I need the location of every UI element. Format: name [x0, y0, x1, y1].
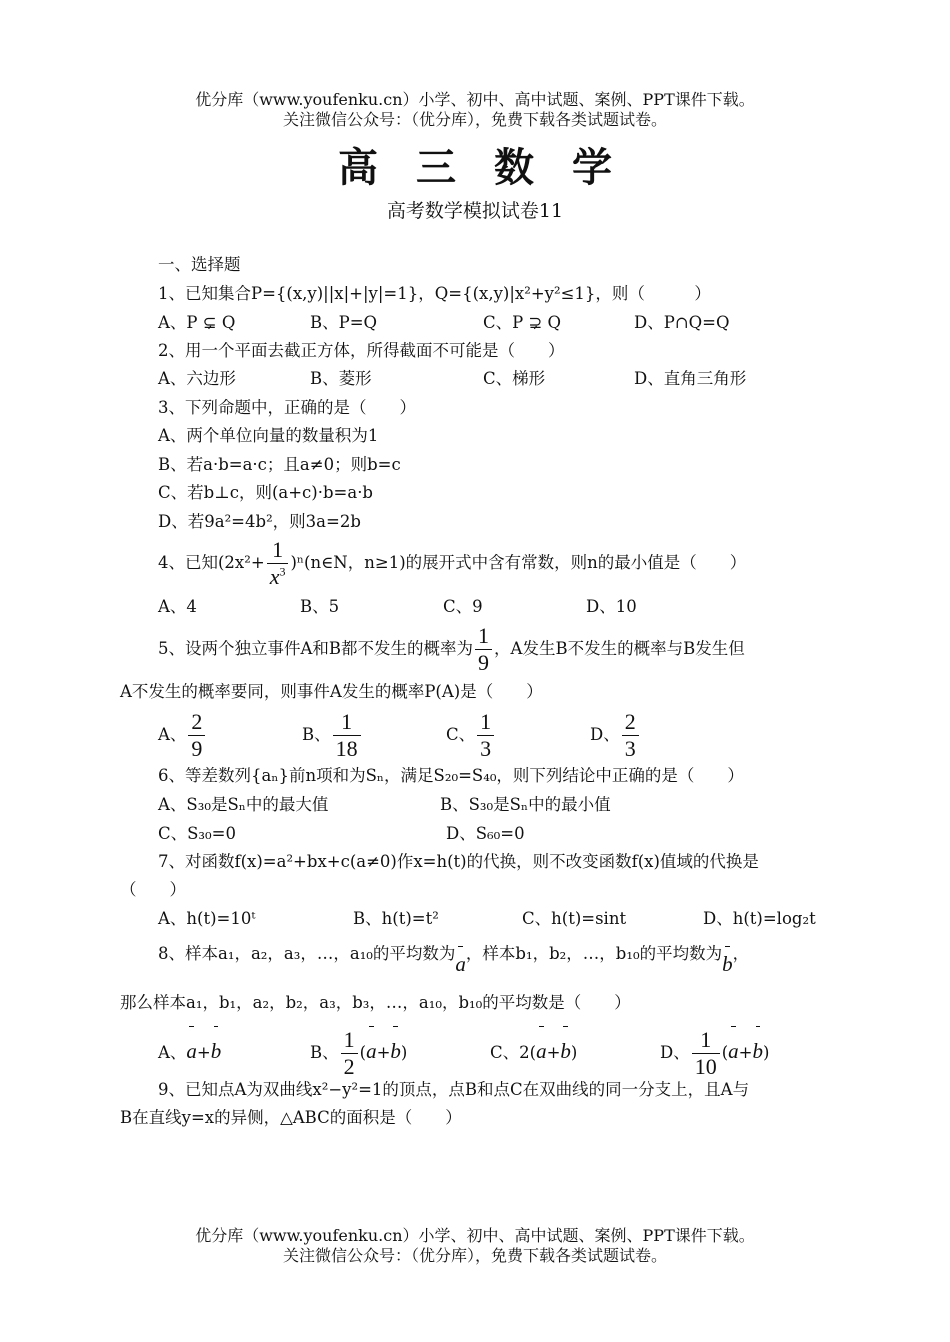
q3-option-d: D、若9a²=4b²，则3a=2b [158, 512, 361, 531]
q5-option-c: C、 $\frac{1}{3}$ [446, 708, 496, 762]
q3-option-b: B、若a·b=a·c；且a≠0；则b=c [158, 455, 401, 474]
q3-option-c: C、若b⊥c，则(a+c)·b=a·b [158, 483, 373, 502]
q6-option-a: A、S₃₀是Sₙ中的最大值 [158, 795, 329, 814]
q8-option-c: C、2(a+b) [490, 1020, 577, 1080]
footer-line-2: 关注微信公众号：（优分库），免费下载各类试题试卷。 [282, 1246, 667, 1265]
section-heading: 一、选择题 [158, 255, 241, 274]
q5-option-d: D、 $\frac{2}{3}$ [590, 708, 641, 762]
q8-option-d: D、 $\frac{1}{10}$ (a+b) [660, 1020, 769, 1080]
q1-option-c: C、P ⊋ Q [483, 313, 562, 332]
question-6-stem: 6、等差数列{aₙ}前n项和为Sₙ，满足S₂₀=S₄₀，则下列结论中正确的是（ ） [158, 766, 744, 785]
q1-option-d: D、P∩Q=Q [634, 313, 730, 332]
footer-line-1: 优分库（www.youfenku.cn）小学、初中、高中试题、案例、PPT课件下载。 [195, 1226, 755, 1245]
q3-option-a: A、两个单位向量的数量积为1 [158, 426, 379, 445]
q5-frac-num: 1 [475, 623, 492, 650]
q6-option-d: D、S₆₀=0 [446, 824, 525, 843]
q4-fraction [267, 537, 289, 590]
question-8-line-2: 那么样本a₁，b₁，a₂，b₂，a₃，b₃，…，a₁₀，b₁₀的平均数是（ ） [120, 993, 631, 1012]
question-7-stem: 7、对函数f(x)=a²+bx+c(a≠0)作x=h(t)的代换，则不改变函数f(x)值域的代换是 [158, 852, 759, 871]
question-2-stem: 2、用一个平面去截正方体，所得截面不可能是（ ） [158, 341, 565, 360]
q8-bbar: b [722, 940, 733, 984]
q5-fraction [475, 623, 492, 676]
header-line-1: 优分库（www.youfenku.cn）小学、初中、高中试题、案例、PPT课件下载。 [195, 90, 755, 109]
question-8-stem [158, 934, 749, 984]
q2-option-c: C、梯形 [483, 369, 546, 388]
q7-option-c: C、h(t)=sint [522, 909, 627, 928]
question-1-stem: 1、已知集合P={(x,y)||x|+|y|=1}，Q={(x,y)|x²+y²≤1}，则（ ） [158, 284, 711, 303]
q7-option-a: A、h(t)=10ᵗ [158, 909, 256, 928]
question-5-stem [158, 622, 745, 676]
page-header [0, 90, 950, 130]
q2-option-d: D、直角三角形 [634, 369, 747, 388]
q8-option-b: B、 $\frac{1}{2}$ (a+b) [310, 1020, 407, 1080]
q5-option-a: A、 $\frac{2}{9}$ [158, 708, 207, 762]
q7-option-b: B、h(t)=t² [353, 909, 439, 928]
q8-option-a: A、a+b [158, 1020, 221, 1080]
q4-frac-den: $x^3$ [269, 564, 286, 589]
q5-frac-den: 9 [478, 650, 490, 675]
q2-option-b: B、菱形 [310, 369, 372, 388]
q5-option-b: B、 $\frac{1}{18}$ [302, 708, 363, 762]
q4-option-b: B、5 [300, 597, 340, 616]
question-5-line-2: A不发生的概率要同，则事件A发生的概率P(A)是（ ） [120, 682, 543, 701]
question-4-stem [158, 536, 746, 590]
q6-option-c: C、S₃₀=0 [158, 824, 236, 843]
question-7-line-2: （ ） [120, 880, 186, 899]
question-3-stem: 3、下列命题中，正确的是（ ） [158, 398, 416, 417]
q8-abar: a [455, 940, 466, 984]
q8-stem-mid: ，样本b₁，b₂，…，b₁₀的平均数为 [465, 944, 723, 963]
q4-stem-post: )ⁿ(n∈N，n≥1)的展开式中含有常数，则n的最小值是（ ） [290, 553, 747, 572]
q4-option-c: C、9 [443, 597, 483, 616]
header-line-2: 关注微信公众号：（优分库），免费下载各类试题试卷。 [282, 110, 667, 129]
q2-option-a: A、六边形 [158, 369, 236, 388]
q5-stem-post: ，A发生B不发生的概率与B发生但 [494, 639, 745, 658]
q4-stem-pre: 4、已知(2x²+ [158, 553, 265, 572]
q4-option-a: A、4 [158, 597, 197, 616]
question-9-stem: 9、已知点A为双曲线x²−y²=1的顶点，点B和点C在双曲线的同一分支上，且A与 [158, 1080, 750, 1099]
page-title: 高三数学 [338, 144, 650, 191]
q4-option-d: D、10 [586, 597, 637, 616]
q5-stem-pre: 5、设两个独立事件A和B都不发生的概率为 [158, 639, 474, 658]
q8-stem-pre: 8、样本a₁，a₂，a₃，…，a₁₀的平均数为 [158, 944, 456, 963]
q6-option-b: B、S₃₀是Sₙ中的最小值 [440, 795, 611, 814]
question-9-line-2: B在直线y=x的异侧，△ABC的面积是（ ） [120, 1108, 462, 1127]
q7-option-d: D、h(t)=log₂t [703, 909, 816, 928]
q8-stem-end: ， [732, 944, 750, 963]
page-subtitle: 高考数学模拟试卷11 [386, 200, 564, 222]
q4-frac-num: 1 [267, 537, 289, 564]
q1-option-b: B、P=Q [310, 313, 378, 332]
q1-option-a: A、P ⊊ Q [158, 313, 236, 332]
page-footer [0, 1226, 950, 1266]
